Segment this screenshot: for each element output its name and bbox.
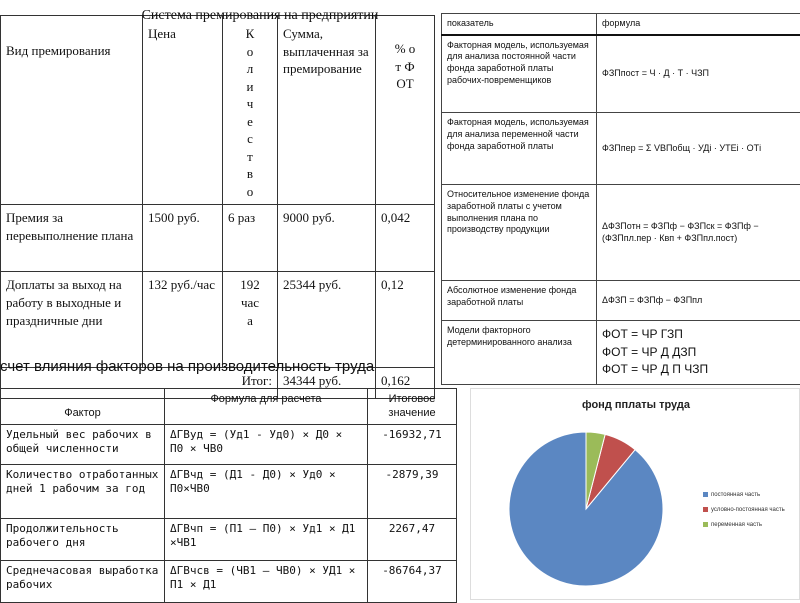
header-type: Вид премирования [1, 16, 143, 205]
pie-chart [470, 388, 800, 600]
premium-table [0, 15, 435, 399]
model-formula: ФЗПпер = Σ VВПобщ · УДi · УТЕi · ОТi [597, 113, 800, 185]
total-sum: 34344 руб. [278, 368, 376, 399]
model-indicator: Абсолютное изменение фонда заработной платы [442, 281, 597, 321]
model-indicator: Факторная модель, используемая для анализа постоянной части фонда заработной платы рабочих-повременщиков [442, 35, 597, 113]
model-table [441, 13, 800, 385]
factor-table [0, 388, 457, 603]
legend-label: постоянная часть [711, 492, 760, 498]
factor-value: -86764,37 [368, 560, 457, 602]
section-title: счет влияния факторов на производительность труда [0, 358, 374, 375]
factor-name: Удельный вес рабочих в общей численности [1, 424, 165, 464]
legend-swatch [703, 522, 708, 527]
legend-label: переменная часть [711, 522, 762, 528]
factor-formula: ΔГВчд = (Д1 - Д0) × Уд0 × П0×ЧВ0 [165, 464, 368, 518]
legend-label: условно-постоянная часть [711, 507, 785, 513]
premium-title: Система премирования на предприятии [110, 8, 410, 24]
factor-header-formula: Формула для расчета [165, 389, 368, 425]
factor-value: -2879,39 [368, 464, 457, 518]
header-qty: Количество [223, 16, 278, 205]
factor-header-value: Итоговое значение [368, 389, 457, 425]
factor-name: Продолжительность рабочего дня [1, 518, 165, 560]
legend-swatch [703, 492, 708, 497]
row-pct: 0,042 [376, 205, 435, 272]
total-pct: 0,162 [376, 368, 435, 399]
row-qty: 6 раз [223, 205, 278, 272]
factor-formula: ΔГВуд = (Уд1 - Уд0) × Д0 × П0 × ЧВ0 [165, 424, 368, 464]
factor-name: Среднечасовая выработка рабочих [1, 560, 165, 602]
table-row [442, 113, 800, 185]
total-label: Итог: [1, 368, 278, 399]
row-price: 1500 руб. [143, 205, 223, 272]
legend-item [703, 492, 760, 498]
table-row [442, 35, 800, 113]
legend-item [703, 522, 762, 528]
legend-swatch [703, 507, 708, 512]
row-type: Доплаты за выход на работу в выходные и праздничные дни [1, 272, 143, 368]
row-type: Премия за перевыполнение плана [1, 205, 143, 272]
table-row [442, 281, 800, 321]
row-price: 132 руб./час [143, 272, 223, 368]
model-indicator: Факторная модель, используемая для анализа переменной части фонда заработной платы [442, 113, 597, 185]
table-row [1, 560, 457, 602]
formula-line: ФОТ = ЧР ГЗП [602, 327, 795, 343]
factor-value: -16932,71 [368, 424, 457, 464]
model-formula: ΔФЗП = ФЗПф − ФЗПпл [597, 281, 800, 321]
row-pct: 0,12 [376, 272, 435, 368]
row-sum: 25344 руб. [278, 272, 376, 368]
factor-value: 2267,47 [368, 518, 457, 560]
header-pct: % от ФОТ [376, 16, 435, 205]
table-row [1, 205, 435, 272]
factor-name: Количество отработанных дней 1 рабочим за год [1, 464, 165, 518]
row-sum: 9000 руб. [278, 205, 376, 272]
factor-formula: ΔГВчп = (П1 – П0) × Уд1 × Д1 ×ЧВ1 [165, 518, 368, 560]
model-indicator: Модели факторного детерминированного анализа [442, 321, 597, 385]
factor-formula: ΔГВчсв = (ЧВ1 – ЧВ0) × УД1 × П1 × Д1 [165, 560, 368, 602]
formula-line: ФОТ = ЧР Д ДЗП [602, 345, 795, 361]
chart-title: фонд пплаты труда [471, 399, 800, 411]
table-row [1, 272, 435, 368]
model-header-formula: формула [597, 14, 800, 35]
model-formula [597, 321, 800, 385]
row-qty: 192 часа [223, 272, 278, 368]
factor-header-factor: Фактор [1, 389, 165, 425]
table-row [442, 321, 800, 385]
table-row [1, 464, 457, 518]
model-indicator: Относительное изменение фонда заработной платы с учетом выполнения плана по производству продукции [442, 185, 597, 281]
header-price: Цена [143, 16, 223, 205]
header-sum: Сумма, выплаченная за премирование [278, 16, 376, 205]
model-formula: ΔФЗПотн = ФЗПф − ФЗПск = ФЗПф − (ФЗПпл.пер · Квп + ФЗПпл.пост) [597, 185, 800, 281]
table-row [1, 518, 457, 560]
table-row [442, 185, 800, 281]
model-formula: ФЗПпост = Ч · Д · Т · ЧЗП [597, 35, 800, 113]
legend-item [703, 507, 785, 513]
model-header-indicator: показатель [442, 14, 597, 35]
table-row [1, 424, 457, 464]
formula-line: ФОТ = ЧР Д П ЧЗП [602, 362, 795, 378]
